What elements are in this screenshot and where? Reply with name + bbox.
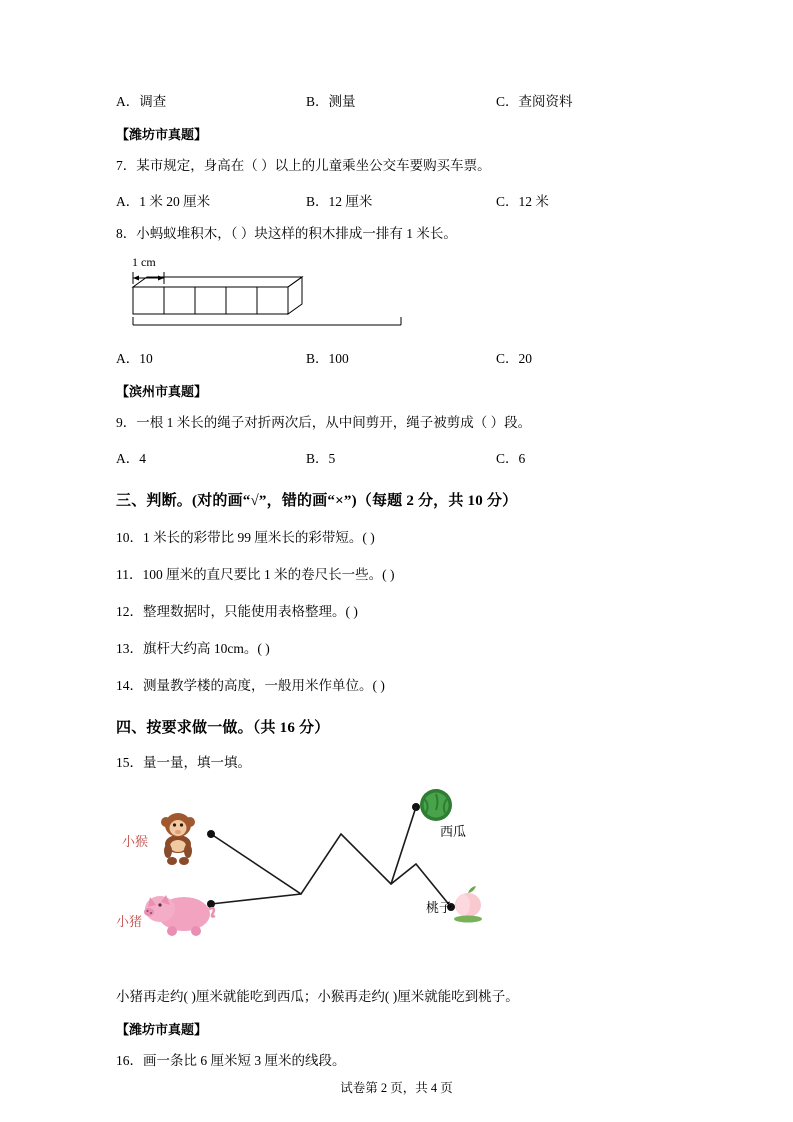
pig-illustration <box>144 895 215 936</box>
question-15-fill: 小猪再走约( )厘米就能吃到西瓜；小猴再走约( )厘米就能吃到桃子。 <box>116 989 519 1004</box>
source-tag-binzhou: 【滨州市真题】 <box>116 383 208 399</box>
q9-options-row <box>116 447 678 467</box>
q7-options-row <box>116 190 678 210</box>
question-13: 13．旗杆大约高 10cm。( ) <box>116 640 270 656</box>
peach-illustration <box>454 886 482 923</box>
q6-option-a: A．调查 <box>116 94 167 109</box>
q9-option-b: B．5 <box>306 450 336 466</box>
question-8-stem: 8．小蚂蚁堆积木，（ ）块这样的积木排成一排有 1 米长。 <box>116 226 457 242</box>
monkey-illustration <box>161 813 195 865</box>
watermelon-illustration <box>420 789 452 821</box>
cube-measure-label: 1 cm <box>132 254 156 269</box>
q8-options-row <box>116 347 678 367</box>
page-content <box>116 90 678 1085</box>
question-16-stem: 16．画一条比 6 厘米短 3 厘米的线段。 <box>116 1053 346 1068</box>
q9-option-c: C．6 <box>496 450 526 466</box>
q6-option-b: B．测量 <box>306 94 356 109</box>
q8-option-c: C．20 <box>496 350 533 366</box>
question-15-stem: 15．量一量，填一填。 <box>116 754 251 770</box>
question-7-stem: 7．某市规定，身高在（ ）以上的儿童乘坐公交车要购买车票。 <box>116 158 491 173</box>
question-10: 10．1 米长的彩带比 99 厘米长的彩带短。( ) <box>116 529 375 545</box>
question-11: 11．100 厘米的直尺要比 1 米的卷尺长一些。( ) <box>116 566 395 582</box>
q9-option-a: A．4 <box>116 450 146 466</box>
question-14: 14．测量教学楼的高度，一般用米作单位。( ) <box>116 677 385 693</box>
section-3-title: 三、判断。(对的画“√”，错的画“×”)（每题 2 分，共 10 分） <box>116 492 518 509</box>
cube-row-svg <box>116 259 416 337</box>
q8-option-a: A．10 <box>116 350 153 366</box>
q7-option-a: A．1 米 20 厘米 <box>116 194 211 210</box>
animal-path-svg <box>116 789 556 979</box>
source-tag-weifang-2: 【潍坊市真题】 <box>116 1022 208 1037</box>
q6-option-c: C．查阅资料 <box>496 94 573 109</box>
page-footer: 试卷第 2 页，共 4 页 <box>340 1081 453 1095</box>
label-peach: 桃子 <box>426 900 453 915</box>
q7-option-c: C．12 米 <box>496 194 549 210</box>
source-tag-weifang-1: 【潍坊市真题】 <box>116 127 208 142</box>
q7-option-b: B．12 厘米 <box>306 194 373 210</box>
measure-diagram <box>116 789 678 979</box>
q6-options-row <box>116 90 678 110</box>
label-pig: 小猪 <box>116 914 143 929</box>
question-12: 12．整理数据时，只能使用表格整理。( ) <box>116 603 358 619</box>
question-9-stem: 9．一根 1 米长的绳子对折两次后，从中间剪开，绳子被剪成（ ）段。 <box>116 414 532 430</box>
section-4-title: 四、按要求做一做。（共 16 分） <box>116 719 330 736</box>
q8-option-b: B．100 <box>306 350 349 366</box>
label-watermelon: 西瓜 <box>440 824 467 839</box>
label-monkey: 小猴 <box>122 834 149 849</box>
cube-diagram <box>116 254 678 337</box>
